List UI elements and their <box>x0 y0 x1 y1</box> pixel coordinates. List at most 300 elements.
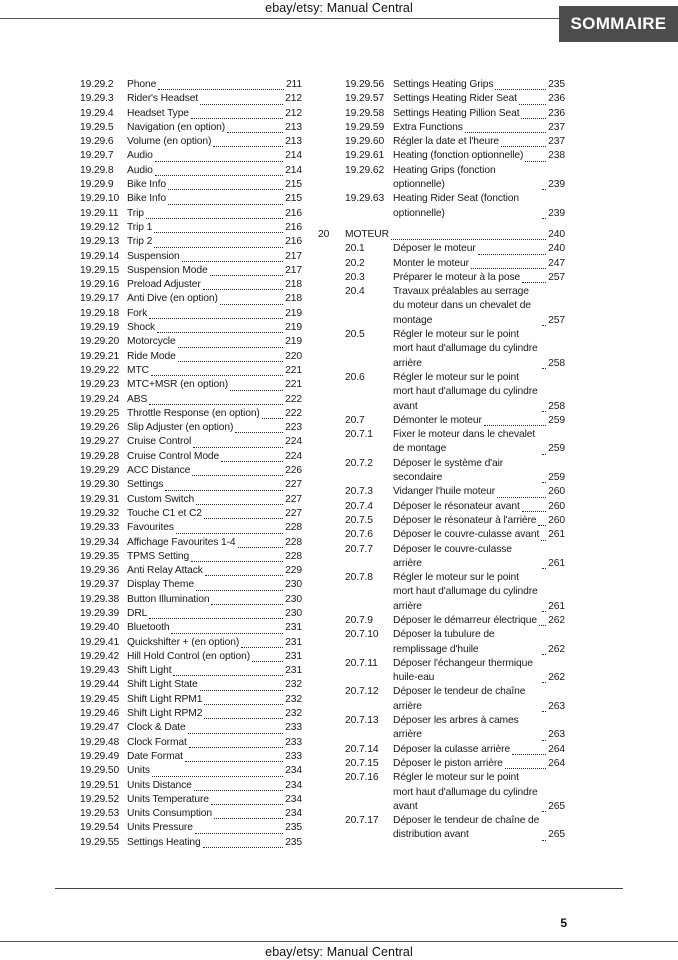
toc-entry-label: Navigation (en option) <box>127 121 226 133</box>
toc-entry-label: Monter le moteur <box>393 257 469 269</box>
toc-entry-label: MTC+MSR (en option) <box>127 379 229 391</box>
toc-entry-label: Déposer le résonateur à l'arrière <box>393 514 537 526</box>
toc-entry-row <box>80 278 302 292</box>
toc-entry-row <box>80 836 302 850</box>
toc-entry-number: 19.29.12 <box>80 221 120 233</box>
toc-entry-number: 19.29.34 <box>80 536 120 548</box>
dot-leader <box>178 347 284 348</box>
toc-entry-row <box>80 507 302 521</box>
toc-entry-row <box>80 264 302 278</box>
toc-entry-number: 19.29.37 <box>80 579 120 591</box>
toc-entry-number: 19.29.54 <box>80 822 120 834</box>
toc-entry-row <box>80 650 302 664</box>
dot-leader <box>157 332 283 333</box>
toc-entry-label: Headset Type <box>127 107 189 119</box>
dot-leader <box>193 447 283 448</box>
toc-entry-number: 19.29.40 <box>80 622 120 634</box>
toc-entry-page: 231 <box>285 622 302 634</box>
toc-entry-page: 211 <box>285 79 302 90</box>
toc-entry-row <box>345 685 565 714</box>
toc-entry-number: 19.29.32 <box>80 507 120 519</box>
dot-leader <box>154 247 283 248</box>
dot-leader <box>192 475 283 476</box>
toc-entry-row <box>345 107 565 121</box>
dot-leader <box>211 604 283 605</box>
toc-entry-page: 236 <box>548 107 565 119</box>
toc-entry-label: Trip 1 <box>127 221 153 233</box>
toc-entry-label: Shift Light State <box>127 679 198 691</box>
toc-entry-page: 234 <box>285 808 302 820</box>
toc-entry-page: 228 <box>285 536 302 548</box>
dot-leader <box>262 418 283 419</box>
toc-entry-page: 234 <box>285 793 302 805</box>
dot-leader <box>521 118 546 119</box>
toc-entry-label: Settings Heating Grips <box>393 79 494 90</box>
toc-entry-number: 20.7.3 <box>345 486 373 498</box>
toc-entry-row <box>80 750 302 764</box>
toc-entry-row <box>80 693 302 707</box>
toc-entry-row <box>80 378 302 392</box>
dot-leader <box>200 104 283 105</box>
toc-entry-number: 20.7.6 <box>345 529 373 541</box>
toc-entry-page: 260 <box>548 500 565 512</box>
toc-entry-row <box>345 271 565 285</box>
toc-entry-row <box>345 628 565 657</box>
toc-entry-label: Fork <box>127 307 148 319</box>
toc-entry-number: 19.29.17 <box>80 293 120 305</box>
toc-entry-number: 20.7.4 <box>345 500 373 512</box>
toc-entry-number: 19.29.27 <box>80 436 120 448</box>
toc-entry-page: 235 <box>285 836 302 848</box>
toc-entry-row <box>80 192 302 206</box>
toc-entry-number: 20.7.2 <box>345 457 373 469</box>
toc-entry-label: Shift Light RPM2 <box>127 708 203 720</box>
toc-entry-label: Slip Adjuster (en option) <box>127 422 234 434</box>
toc-entry-label: Affichage Favourites 1-4 <box>127 536 236 548</box>
toc-entry-label: Heating Rider Seat (fonction optionnelle) <box>393 193 519 219</box>
dot-leader <box>146 218 283 219</box>
toc-entry-page: 227 <box>285 507 302 519</box>
toc-entry-label: Vidanger l'huile moteur <box>393 486 496 498</box>
toc-entry-row <box>345 614 565 628</box>
toc-entry-row <box>80 607 302 621</box>
toc-entry-number: 19.29.48 <box>80 736 120 748</box>
toc-entry-label: Régler le moteur sur le point mort haut d'allumage du cylindre avant <box>393 371 538 412</box>
toc-entry-row <box>80 550 302 564</box>
dot-leader <box>478 254 547 255</box>
dot-leader <box>238 547 284 548</box>
toc-entry-row <box>345 328 565 371</box>
toc-entry-label: Units Pressure <box>127 822 193 834</box>
dot-leader <box>525 161 546 162</box>
toc-entry-number: 19.29.45 <box>80 693 120 705</box>
toc-entry-label: Régler la date et l'heure <box>393 136 500 148</box>
toc-entry-row <box>80 678 302 692</box>
toc-entry-page: 240 <box>548 228 565 240</box>
toc-entry-page: 234 <box>285 765 302 777</box>
toc-entry-page: 263 <box>548 729 565 741</box>
toc-entry-label: Déposer l'échangeur thermique huile-eau <box>393 657 533 684</box>
toc-entry-number: 20.6 <box>345 371 365 383</box>
toc-entry-number: 20.7.17 <box>345 815 379 827</box>
dot-leader <box>168 204 283 205</box>
dot-leader <box>155 175 283 176</box>
toc-entry-label: Settings Heating <box>127 836 201 848</box>
toc-entry-page: 259 <box>548 443 565 455</box>
toc-entry-page: 222 <box>285 393 302 405</box>
dot-leader <box>542 482 546 483</box>
toc-entry-page: 239 <box>548 179 565 191</box>
toc-entry-page: 259 <box>548 472 565 484</box>
toc-entry-number: 19.29.18 <box>80 307 120 319</box>
toc-entry-number: 19.29.36 <box>80 565 120 577</box>
toc-entry-page: 226 <box>285 465 302 477</box>
toc-entry-number: 20.7.13 <box>345 715 379 727</box>
content-bottom-rule <box>55 888 623 889</box>
dot-leader <box>191 118 283 119</box>
dot-leader <box>512 754 546 755</box>
dot-leader <box>539 625 546 626</box>
toc-entry-number: 19.29.29 <box>80 465 120 477</box>
dot-leader <box>152 776 283 777</box>
toc-entry-row <box>80 421 302 435</box>
toc-entry-row <box>80 764 302 778</box>
toc-entry-row <box>80 121 302 135</box>
toc-entry-number: 19.29.41 <box>80 636 120 648</box>
toc-entry-page: 231 <box>285 665 302 677</box>
page-number: 5 <box>560 916 567 930</box>
toc-entry-number: 19.29.9 <box>80 179 114 191</box>
dot-leader <box>465 132 546 133</box>
toc-entry-page: 235 <box>285 822 302 834</box>
dot-leader <box>519 104 546 105</box>
dot-leader <box>241 647 283 648</box>
toc-entry-label: Settings Heating Pillion Seat <box>393 107 520 119</box>
toc-column-right <box>318 78 565 850</box>
toc-entry-number: 20.7.14 <box>345 743 379 755</box>
toc-entry-label: Déposer la culasse arrière <box>393 743 511 755</box>
dot-leader <box>173 675 283 676</box>
toc-entry-label: ACC Distance <box>127 465 191 477</box>
toc-entry-label: Shift Light RPM1 <box>127 693 203 705</box>
toc-entry-page: 263 <box>548 700 565 712</box>
toc-entry-row <box>80 450 302 464</box>
toc-entry-page: 214 <box>285 164 302 176</box>
table-of-contents <box>80 78 565 850</box>
toc-entry-row <box>80 250 302 264</box>
toc-entry-label: ABS <box>127 393 148 405</box>
toc-entry-page: 227 <box>285 479 302 491</box>
toc-entry-label: Déposer le piston arrière <box>393 757 503 769</box>
toc-entry-page: 224 <box>285 436 302 448</box>
toc-entry-number: 19.29.55 <box>80 836 120 848</box>
dot-leader <box>171 633 283 634</box>
footer-rule <box>0 941 678 942</box>
toc-entry-page: 212 <box>285 93 302 105</box>
toc-entry-row <box>345 543 565 572</box>
toc-entry-number: 19.29.4 <box>80 107 114 119</box>
dot-leader <box>200 690 284 691</box>
dot-leader <box>252 661 283 662</box>
toc-entry-label: Settings Heating Rider Seat <box>393 93 517 105</box>
toc-entry-page: 258 <box>548 357 565 369</box>
toc-entry-row <box>345 528 565 542</box>
toc-entry-page: 219 <box>285 322 302 334</box>
toc-entry-number: 19.29.33 <box>80 522 120 534</box>
toc-entry-page: 239 <box>548 207 565 219</box>
toc-entry-page: 233 <box>285 722 302 734</box>
toc-entry-label: Display Theme <box>127 579 194 591</box>
toc-entry-row <box>80 807 302 821</box>
toc-entry-row <box>345 192 565 221</box>
toc-entry-number: 19.29.6 <box>80 136 114 148</box>
toc-entry-row <box>345 78 565 92</box>
toc-entry-number: 19.29.7 <box>80 150 114 162</box>
toc-entry-label: Anti Relay Attack <box>127 565 203 577</box>
dot-leader <box>497 497 546 498</box>
toc-entry-row <box>80 636 302 650</box>
toc-entry-number: 19.29.58 <box>345 107 385 119</box>
dot-leader <box>542 740 546 741</box>
toc-entry-row <box>345 714 565 743</box>
toc-entry-row <box>80 221 302 235</box>
toc-entry-label: MOTEUR <box>345 228 389 240</box>
toc-entry-number: 19.29.57 <box>345 93 385 105</box>
toc-entry-page: 237 <box>548 136 565 148</box>
toc-entry-number: 20.7.9 <box>345 614 373 626</box>
toc-entry-page: 227 <box>285 493 302 505</box>
dot-leader <box>538 525 546 526</box>
toc-entry-label: MTC <box>127 364 149 376</box>
toc-entry-number: 19.29.30 <box>80 479 120 491</box>
toc-entry-page: 221 <box>285 379 302 391</box>
dot-leader <box>196 590 283 591</box>
toc-entry-label: Bike Info <box>127 193 166 205</box>
toc-entry-number: 19.29.39 <box>80 607 120 619</box>
toc-entry-row <box>80 821 302 835</box>
toc-entry-row <box>80 736 302 750</box>
toc-entry-row <box>80 578 302 592</box>
toc-entry-page: 219 <box>285 336 302 348</box>
toc-entry-page: 240 <box>548 243 565 255</box>
dot-leader <box>151 375 283 376</box>
dot-leader <box>213 146 283 147</box>
dot-leader <box>230 390 283 391</box>
toc-entry-row <box>80 779 302 793</box>
toc-entry-page: 257 <box>548 271 565 283</box>
toc-entry-number: 19.29.62 <box>345 164 385 176</box>
toc-entry-label: Rider's Headset <box>127 93 199 105</box>
toc-entry-page: 228 <box>285 522 302 534</box>
toc-entry-label: Suspension Mode <box>127 264 208 276</box>
toc-entry-number: 19.29.56 <box>345 79 385 90</box>
dot-leader <box>154 232 283 233</box>
dot-leader <box>542 682 546 683</box>
toc-entry-number: 20.4 <box>345 286 365 298</box>
toc-entry-number: 19.29.49 <box>80 750 120 762</box>
toc-entry-number: 19.29.21 <box>80 350 120 362</box>
toc-entry-label: Favourites <box>127 522 174 534</box>
toc-entry-label: Extra Functions <box>393 121 463 133</box>
dot-leader <box>158 89 284 90</box>
toc-entry-page: 221 <box>285 364 302 376</box>
dot-leader <box>191 561 283 562</box>
toc-entry-number: 19.29.28 <box>80 450 120 462</box>
toc-entry-page: 220 <box>285 350 302 362</box>
dot-leader <box>221 461 283 462</box>
toc-entry-number: 20.2 <box>345 257 365 269</box>
toc-entry-number: 20.7.11 <box>345 657 378 669</box>
toc-entry-row <box>80 564 302 578</box>
toc-entry-number: 20.3 <box>345 271 365 283</box>
dot-leader <box>214 818 283 819</box>
dot-leader <box>210 275 284 276</box>
toc-entry-number: 20.7.12 <box>345 686 379 698</box>
toc-entry-page: 223 <box>285 422 302 434</box>
toc-entry-label: Hill Hold Control (en option) <box>127 650 250 662</box>
toc-entry-label: Régler le moteur sur le point mort haut d'allumage du cylindre arrière <box>393 329 538 369</box>
toc-entry-label: Fixer le moteur dans le chevalet de montage <box>393 429 536 455</box>
toc-entry-number: 20.7 <box>345 414 365 426</box>
toc-entry-page: 258 <box>548 400 565 412</box>
toc-entry-page: 217 <box>285 264 302 276</box>
sommaire-banner: SOMMAIRE <box>559 6 678 42</box>
toc-entry-number: 19.29.53 <box>80 808 120 820</box>
toc-entry-page: 233 <box>285 736 302 748</box>
toc-entry-row <box>80 464 302 478</box>
dot-leader <box>471 268 546 269</box>
toc-entry-page: 262 <box>548 643 565 655</box>
toc-entry-row <box>80 793 302 807</box>
toc-entry-label: TPMS Setting <box>127 550 190 562</box>
toc-entry-row <box>80 364 302 378</box>
toc-entry-page: 234 <box>285 779 302 791</box>
toc-entry-row <box>345 500 565 514</box>
toc-entry-label: Déposer le couvre-culasse avant <box>393 529 540 541</box>
toc-entry-number: 20.7.16 <box>345 772 379 784</box>
toc-entry-row <box>80 621 302 635</box>
toc-entry-label: Régler le moteur sur le point mort haut d'allumage du cylindre arrière <box>393 572 538 612</box>
toc-entry-page: 218 <box>285 293 302 305</box>
toc-entry-number: 19.29.26 <box>80 422 120 434</box>
footer-watermark: ebay/etsy: Manual Central <box>265 945 413 959</box>
toc-entry-row <box>80 593 302 607</box>
toc-entry-row <box>80 335 302 349</box>
toc-entry-label: Bluetooth <box>127 622 170 634</box>
dot-leader <box>505 768 546 769</box>
toc-entry-label: Phone <box>127 79 157 90</box>
toc-entry-row <box>80 407 302 421</box>
toc-entry-page: 233 <box>285 750 302 762</box>
toc-entry-row <box>80 78 302 92</box>
toc-entry-row <box>345 121 565 135</box>
toc-entry-row <box>80 107 302 121</box>
toc-entry-row <box>80 307 302 321</box>
toc-entry-number: 20.1 <box>345 243 365 255</box>
dot-leader <box>195 833 283 834</box>
dot-leader <box>203 847 284 848</box>
toc-entry-label: Trip 2 <box>127 236 153 248</box>
toc-entry-label: Shock <box>127 322 156 334</box>
toc-entry-row <box>80 178 302 192</box>
toc-entry-row <box>80 478 302 492</box>
toc-entry-label: Quickshifter + (en option) <box>127 636 240 648</box>
toc-entry-label: Button Illumination <box>127 593 210 605</box>
toc-entry-number: 19.29.51 <box>80 779 120 791</box>
toc-entry-label: Déposer les arbres à cames arrière <box>393 715 519 741</box>
toc-entry-row <box>345 743 565 757</box>
toc-entry-row <box>80 493 302 507</box>
toc-entry-page: 232 <box>285 679 302 691</box>
toc-entry-row <box>80 92 302 106</box>
dot-leader <box>522 282 546 283</box>
toc-entry-row <box>80 135 302 149</box>
toc-entry-page: 216 <box>285 221 302 233</box>
toc-entry-page: 261 <box>548 557 565 569</box>
toc-entry-label: Suspension <box>127 250 180 262</box>
toc-entry-row <box>80 664 302 678</box>
dot-leader <box>194 790 283 791</box>
toc-entry-row <box>345 257 565 271</box>
toc-entry-number: 19.29.24 <box>80 393 120 405</box>
toc-entry-label: Travaux préalables au serrage du moteur dans un chevalet de montage <box>393 286 531 326</box>
dot-leader <box>235 432 283 433</box>
toc-column-left <box>80 78 302 850</box>
dot-leader <box>149 618 283 619</box>
toc-entry-number: 19.29.13 <box>80 236 120 248</box>
dot-leader <box>484 425 546 426</box>
toc-entry-label: Préparer le moteur à la pose <box>393 271 521 283</box>
header-watermark: ebay/etsy: Manual Central <box>265 1 413 15</box>
toc-entry-label: Démonter le moteur <box>393 414 482 426</box>
toc-entry-number: 20.5 <box>345 329 365 341</box>
toc-entry-label: Date Format <box>127 750 183 762</box>
toc-entry-number: 19.29.35 <box>80 550 120 562</box>
toc-entry-number: 19.29.61 <box>345 150 385 162</box>
dot-leader <box>189 747 283 748</box>
toc-entry-row <box>345 657 565 686</box>
toc-entry-number: 19.29.8 <box>80 164 114 176</box>
toc-entry-page: 218 <box>285 279 302 291</box>
toc-entry-number: 19.29.15 <box>80 264 120 276</box>
dot-leader <box>149 404 283 405</box>
toc-entry-number: 19.29.50 <box>80 765 120 777</box>
toc-entry-page: 232 <box>285 708 302 720</box>
toc-entry-label: Units Distance <box>127 779 192 791</box>
toc-entry-label: Clock & Date <box>127 722 186 734</box>
toc-entry-label: Heating (fonction optionnelle) <box>393 150 524 162</box>
toc-entry-page: 262 <box>548 614 565 626</box>
toc-entry-page: 232 <box>285 693 302 705</box>
dot-leader <box>165 490 283 491</box>
dot-leader <box>182 261 284 262</box>
toc-entry-label: Bike Info <box>127 179 166 191</box>
toc-entry-number: 19.29.38 <box>80 593 120 605</box>
toc-entry-label: Régler le moteur sur le point mort haut d'allumage du cylindre avant <box>393 772 538 812</box>
toc-entry-label: Déposer la tubulure de remplissage d'huile <box>393 629 495 655</box>
dot-leader <box>542 811 546 812</box>
toc-entry-number: 19.29.22 <box>80 364 120 376</box>
toc-entry-row <box>80 292 302 306</box>
toc-entry-number: 20.7.7 <box>345 543 373 555</box>
toc-entry-row <box>80 149 302 163</box>
toc-entry-row <box>345 514 565 528</box>
toc-entry-page: 236 <box>548 93 565 105</box>
dot-leader <box>203 289 284 290</box>
dot-leader <box>211 804 283 805</box>
toc-entry-row <box>80 235 302 249</box>
toc-entry-row <box>345 285 565 328</box>
